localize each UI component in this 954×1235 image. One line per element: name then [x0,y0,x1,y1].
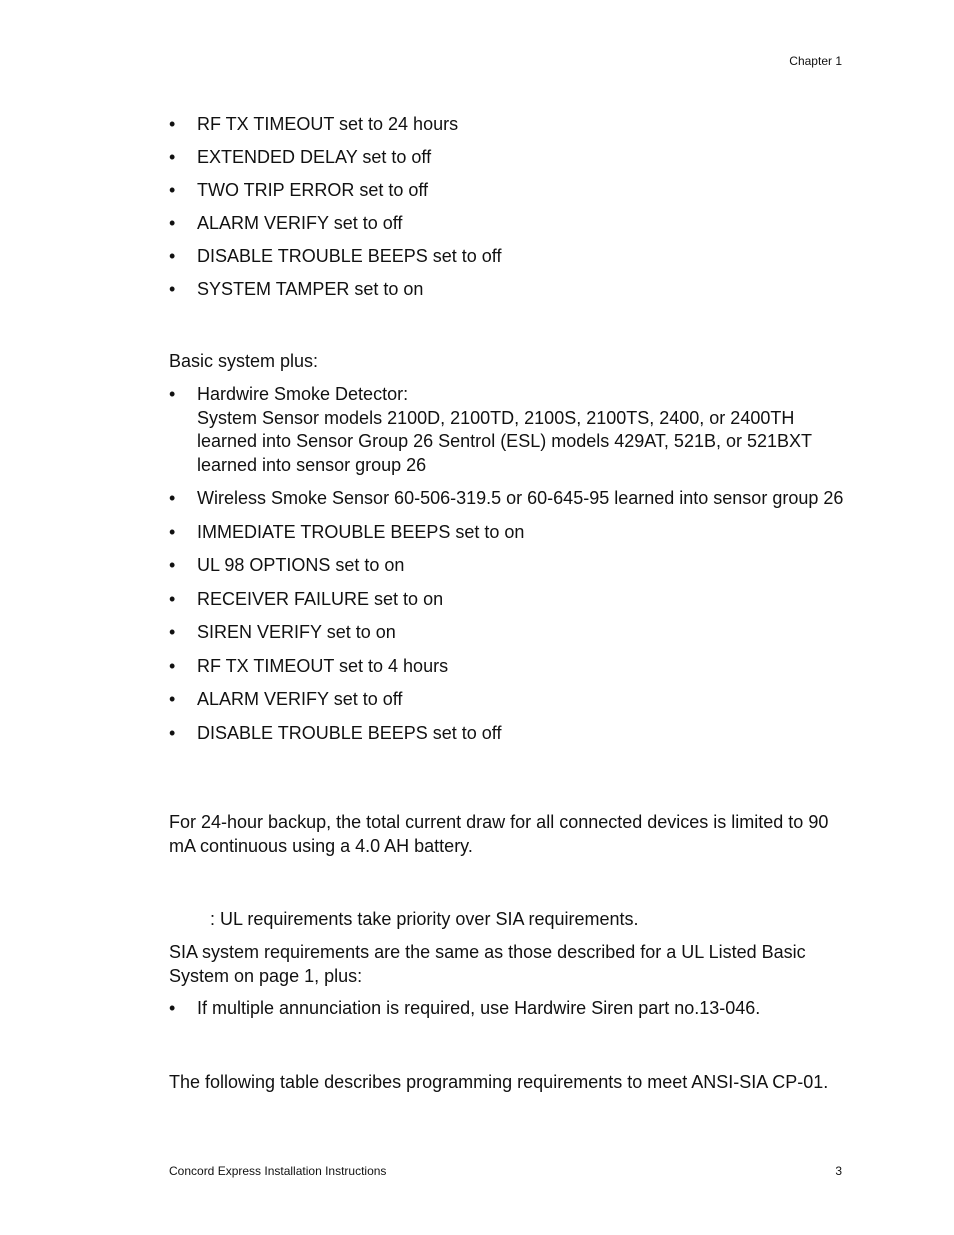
bullet-icon: • [169,588,176,609]
smoke-detector-title: Hardwire Smoke Detector: [197,384,409,404]
basic-system-plus: Basic system plus: [169,351,319,371]
list-item: • EXTENDED DELAY set to off [169,146,849,179]
list-item: • SIREN VERIFY set to on [169,621,849,645]
note-text: : UL requirements take priority over SIA requirements. [210,909,639,929]
bullet-icon: • [169,213,176,233]
sia-bullet-list [169,997,849,1021]
bullet-icon: • [169,521,176,542]
list-item: • SYSTEM TAMPER set to on [169,278,849,311]
list-item: • RF TX TIMEOUT set to 4 hours [169,655,849,679]
bullet-icon: • [169,722,176,743]
page-number: 3 [835,1164,842,1178]
bullet-icon: • [169,555,176,575]
list-item: • Wireless Smoke Sensor 60-506-319.5 or 60-645-95 learned into sensor group 26 [169,487,849,511]
list-item: • UL 98 OPTIONS set to on [169,554,849,578]
bullet-icon: • [169,689,176,709]
smoke-detector-detail: System Sensor models 2100D, 2100TD, 2100S, 2100TS, 2400, or 2400TH learned into Sensor Group 26 Sentrol (ESL) models 429AT, 521B, or 521BXT learned into sensor group 26 [197,407,812,475]
bullet-icon: • [169,246,176,266]
bullet-icon: • [169,114,176,134]
settings-list-1 [169,113,849,311]
bullet-icon: • [169,622,176,642]
list-item: • RECEIVER FAILURE set to on [169,588,849,612]
backup-paragraph: For 24-hour backup, the total current draw for all connected devices is limited to 90 mA continuous using a 4.0 AH battery. [169,812,829,856]
bullet-icon: • [169,180,176,200]
table-intro-paragraph: The following table describes programming requirements to meet ANSI-SIA CP-01. [169,1072,829,1092]
bullet-icon: • [169,998,176,1018]
bullet-icon: • [169,147,176,167]
list-item: • DISABLE TROUBLE BEEPS set to off [169,245,849,278]
list-item: • If multiple annunciation is required, use Hardwire Siren part no.13-046. [169,997,849,1021]
bullet-icon: • [169,488,176,508]
list-item: • TWO TRIP ERROR set to off [169,179,849,212]
footer-doc-title: Concord Express Installation Instructions [169,1164,387,1178]
bullet-icon: • [169,279,176,299]
list-item: • DISABLE TROUBLE BEEPS set to off [169,722,849,746]
list-item: • ALARM VERIFY set to off [169,212,849,245]
list-item [169,383,849,477]
list-item: • ALARM VERIFY set to off [169,688,849,712]
sia-requirements-paragraph: SIA system requirements are the same as those described for a UL Listed Basic System on page 1, plus: [169,942,806,986]
list-item: • IMMEDIATE TROUBLE BEEPS set to on [169,521,849,545]
bullet-icon: • [169,655,176,676]
bullet-icon: • [169,384,176,404]
list-item: • RF TX TIMEOUT set to 24 hours [169,113,849,146]
settings-list-2 [169,383,849,755]
chapter-header: Chapter 1 [789,54,842,68]
